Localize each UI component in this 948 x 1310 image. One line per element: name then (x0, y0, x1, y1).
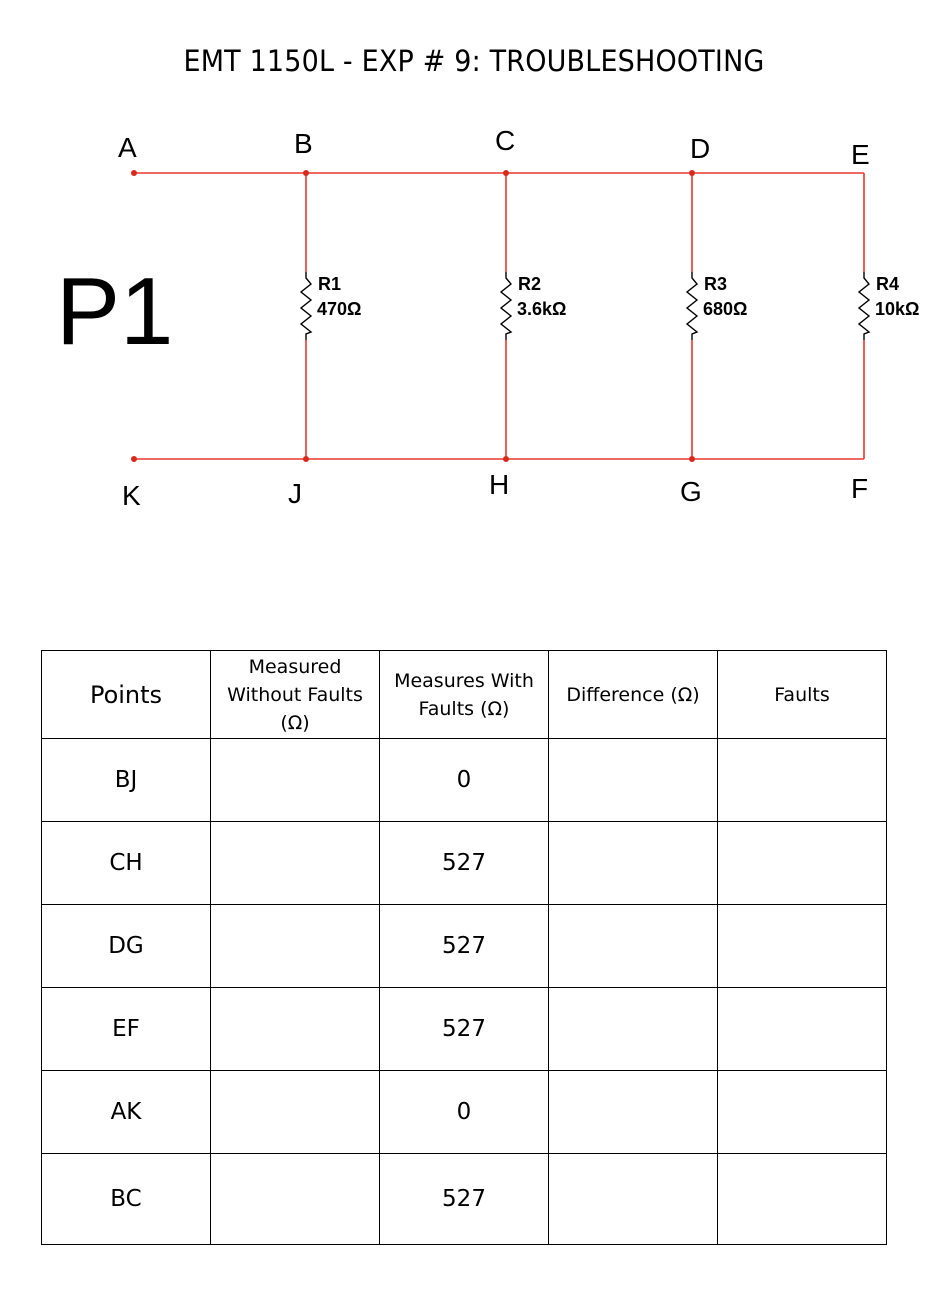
resistor-r4-symbol (859, 272, 869, 340)
resistor-r1-name: R1 (318, 274, 342, 294)
node-label-k: K (122, 480, 141, 511)
table-row (42, 1071, 887, 1154)
header-measured-without-faults: Measured Without Faults (Ω) (211, 651, 380, 739)
cell-points: DG (42, 905, 211, 988)
node-k-dot (131, 456, 137, 462)
header-points: Points (42, 651, 211, 739)
resistor-r4-name: R4 (876, 274, 900, 294)
cell-points: BJ (42, 739, 211, 822)
table-row (42, 905, 887, 988)
cell-difference (549, 1071, 718, 1154)
circuit-wires (134, 173, 864, 459)
node-label-d: D (690, 133, 711, 164)
node-label-e: E (851, 139, 870, 170)
table-header-row (42, 651, 887, 739)
cell-difference (549, 822, 718, 905)
page-title: EMT 1150L - EXP # 9: TROUBLESHOOTING (183, 44, 765, 78)
panel-label: P1 (56, 258, 174, 365)
node-h-dot (503, 456, 509, 462)
cell-without-faults (211, 1154, 380, 1245)
resistor-r1-value: 470Ω (317, 299, 362, 319)
cell-points: AK (42, 1071, 211, 1154)
cell-faults (718, 1154, 887, 1245)
table-row (42, 988, 887, 1071)
resistor-r3-name: R3 (704, 274, 728, 294)
cell-with-faults: 527 (380, 988, 549, 1071)
node-d-dot (689, 170, 695, 176)
cell-faults (718, 739, 887, 822)
node-label-h: H (489, 469, 510, 500)
cell-with-faults: 0 (380, 739, 549, 822)
cell-without-faults (211, 822, 380, 905)
resistor-r2-symbol (501, 272, 511, 340)
cell-faults (718, 988, 887, 1071)
cell-points: BC (42, 1154, 211, 1245)
node-j-dot (303, 456, 309, 462)
resistor-r2-value: 3.6kΩ (517, 299, 567, 319)
cell-with-faults: 527 (380, 905, 549, 988)
header-measures-with-faults: Measures With Faults (Ω) (380, 651, 549, 739)
cell-with-faults: 527 (380, 1154, 549, 1245)
node-label-j: J (288, 478, 302, 509)
cell-without-faults (211, 1071, 380, 1154)
cell-with-faults: 0 (380, 1071, 549, 1154)
table-row (42, 1154, 887, 1245)
cell-points: EF (42, 988, 211, 1071)
cell-points: CH (42, 822, 211, 905)
cell-faults (718, 1071, 887, 1154)
cell-difference (549, 905, 718, 988)
table-row (42, 822, 887, 905)
cell-without-faults (211, 905, 380, 988)
cell-difference (549, 739, 718, 822)
header-faults: Faults (718, 651, 887, 739)
cell-faults (718, 905, 887, 988)
cell-difference (549, 988, 718, 1071)
measurement-table (41, 650, 887, 1245)
resistor-r4-value: 10kΩ (875, 299, 920, 319)
resistor-r2-name: R2 (518, 274, 542, 294)
cell-faults (718, 822, 887, 905)
resistor-r3-symbol (687, 272, 697, 340)
resistor-r1-symbol (301, 272, 311, 340)
cell-difference (549, 1154, 718, 1245)
cell-without-faults (211, 988, 380, 1071)
node-label-b: B (294, 128, 313, 159)
circuit-diagram (0, 0, 948, 560)
node-g-dot (689, 456, 695, 462)
header-difference: Difference (Ω) (549, 651, 718, 739)
cell-with-faults: 527 (380, 822, 549, 905)
cell-without-faults (211, 739, 380, 822)
node-label-c: C (495, 125, 516, 156)
node-c-dot (503, 170, 509, 176)
node-a-dot (131, 170, 137, 176)
node-b-dot (303, 170, 309, 176)
node-label-g: G (680, 476, 702, 507)
resistor-r3-value: 680Ω (703, 299, 748, 319)
table-row (42, 739, 887, 822)
node-label-f: F (851, 473, 869, 504)
node-label-a: A (118, 132, 137, 163)
